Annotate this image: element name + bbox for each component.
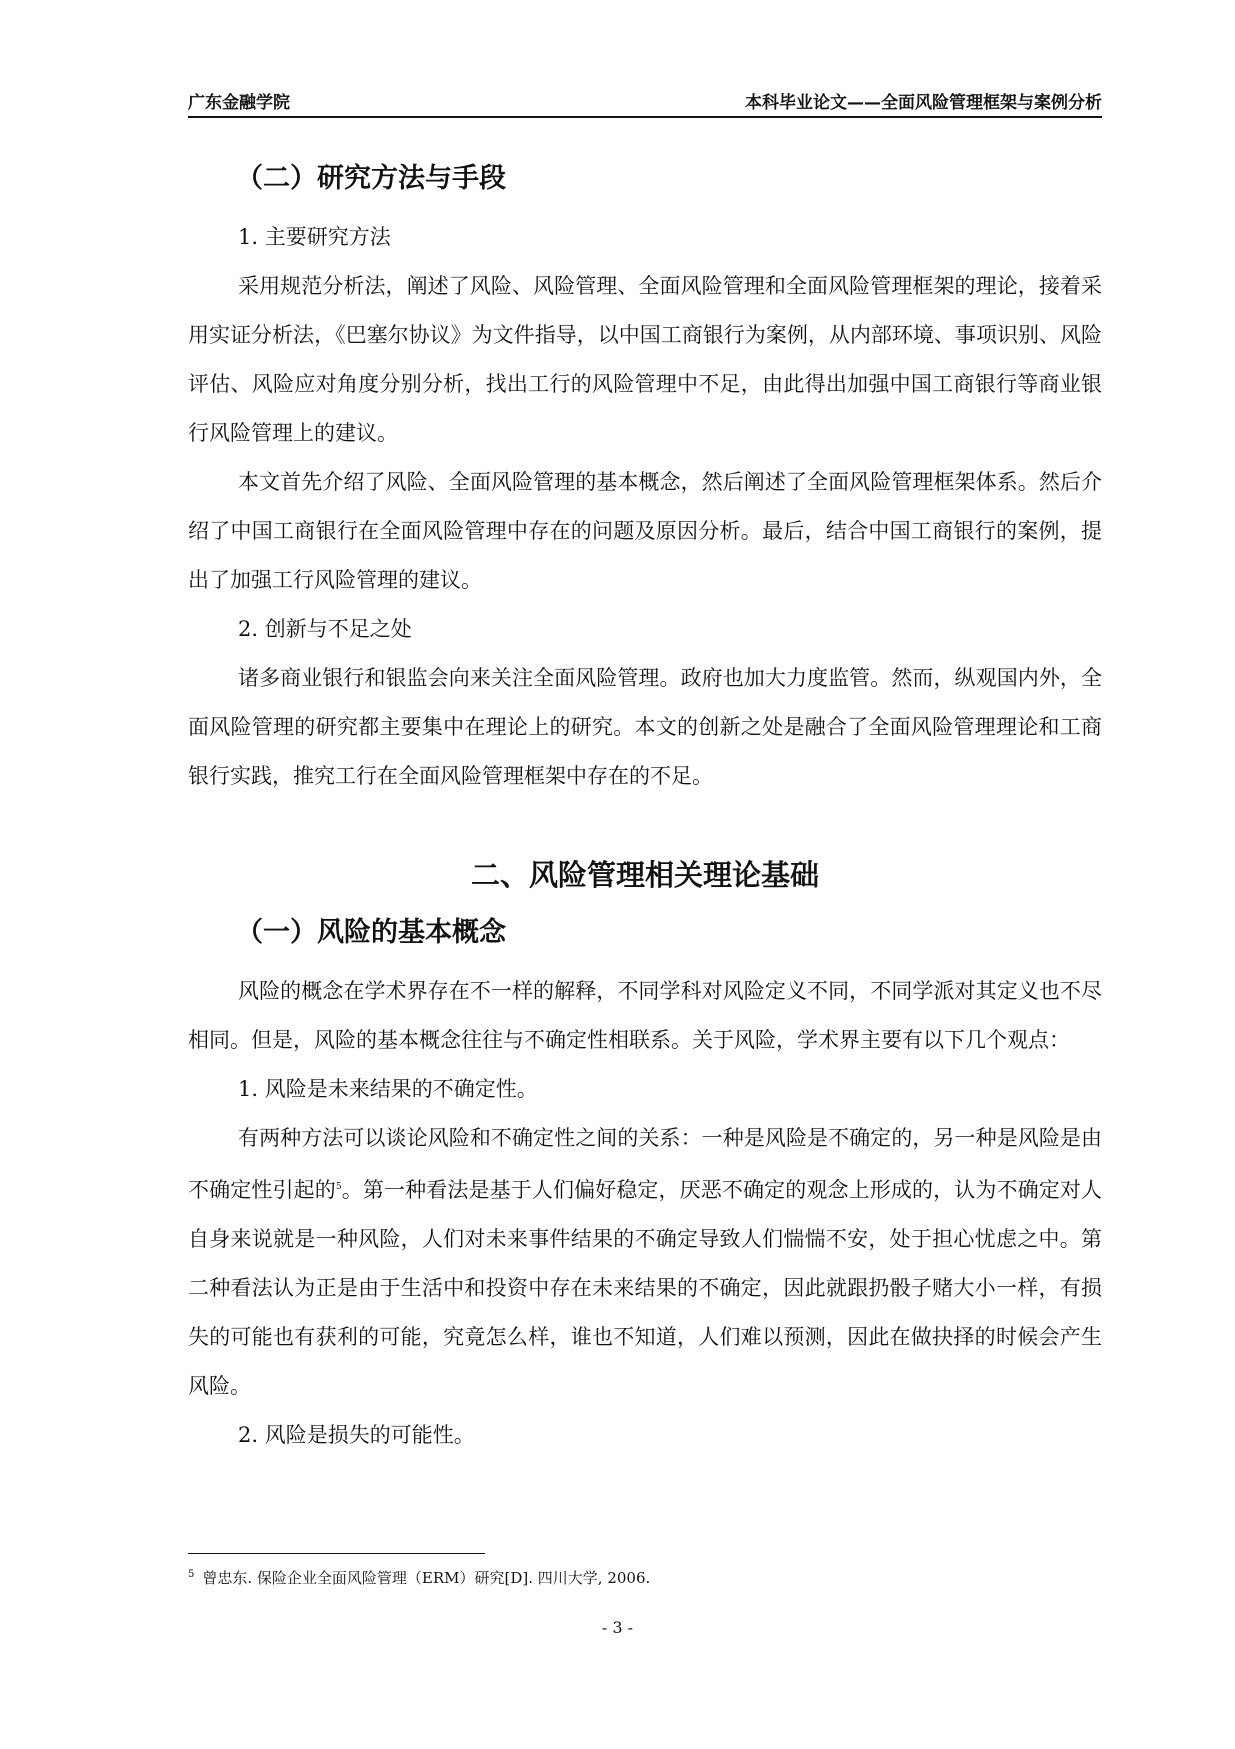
paragraph: 采用规范分析法，阐述了风险、风险管理、全面风险管理和全面风险管理框架的理论，接着采用实证分析法，《巴塞尔协议》为文件指导，以中国工商银行为案例，从内部环境、事项识别、风险评估、风险应对角度分别分析，找出工行的风险管理中不足，由此得出加强中国工商银行等商业银行风险管理上的建议。: [188, 274, 1102, 445]
item-uncertainty: 1. 风险是未来结果的不确定性。: [238, 1077, 538, 1101]
item-loss-possibility: 2. 风险是损失的可能性。: [238, 1423, 475, 1447]
footnote-text: 曾忠东. 保险企业全面风险管理（ERM）研究[D]. 四川大学, 2006.: [202, 1569, 651, 1587]
page-content: [188, 155, 1102, 1460]
footnote-divider: [188, 1553, 485, 1554]
paragraph: 本文首先介绍了风险、全面风险管理的基本概念，然后阐述了全面风险管理框架体系。然后介绍了中国工商银行在全面风险管理中存在的问题及原因分析。最后，结合中国工商银行的案例，提出了加强工行风险管理的建议。: [188, 470, 1102, 592]
page-number: - 3 -: [601, 1618, 634, 1637]
item-main-methods: 1. 主要研究方法: [238, 225, 391, 249]
paragraph: 风险的概念在学术界存在不一样的解释，不同学科对风险定义不同，不同学派对其定义也不尽相同。但是，风险的基本概念往往与不确定性相联系。关于风险，学术界主要有以下几个观点：: [188, 979, 1102, 1052]
paragraph-text: 有两种方法可以谈论风险和不确定性之间的关系：一种是风险是不确定的，另一种是风险是由不确定性引起的: [188, 1126, 1102, 1202]
chapter-title: 二、风险管理相关理论基础: [470, 858, 819, 892]
paragraph: 诸多商业银行和银监会向来关注全面风险管理。政府也加大力度监管。然而，纵观国内外，全面风险管理的研究都主要集中在理论上的研究。本文的创新之处是融合了全面风险管理理论和工商银行实践，推究工行在全面风险管理框架中存在的不足。: [188, 666, 1102, 788]
section-title-research-methods: （二）研究方法与手段: [236, 163, 506, 194]
paragraph-text: 。第一种看法是基于人们偏好稳定，厌恶不确定的观念上形成的，认为不确定对人自身来说就是一种风险，人们对未来事件结果的不确定导致人们惴惴不安，处于担心忧虑之中。第二种看法认为正是由于生活中和投资中存在未来结果的不确定，因此就跟扔骰子赌大小一样，有损失的可能也有获利的可能，究竟怎么样，谁也不知道，人们难以预测，因此在做抉择的时候会产生风险。: [188, 1178, 1102, 1398]
footnote-ref[interactable]: 5: [335, 1182, 342, 1192]
item-innovation: 2. 创新与不足之处: [238, 617, 412, 641]
header-thesis-title: 本科毕业论文——全面风险管理框架与案例分析: [745, 93, 1102, 113]
footnote-mark: 5: [188, 1569, 195, 1580]
section-title-risk-concept: （一）风险的基本概念: [236, 917, 506, 948]
page-header: [188, 84, 1102, 118]
header-school: 广东金融学院: [188, 93, 290, 113]
footnote: [188, 1567, 650, 1588]
paragraph-with-footnote: [188, 1114, 1102, 1411]
